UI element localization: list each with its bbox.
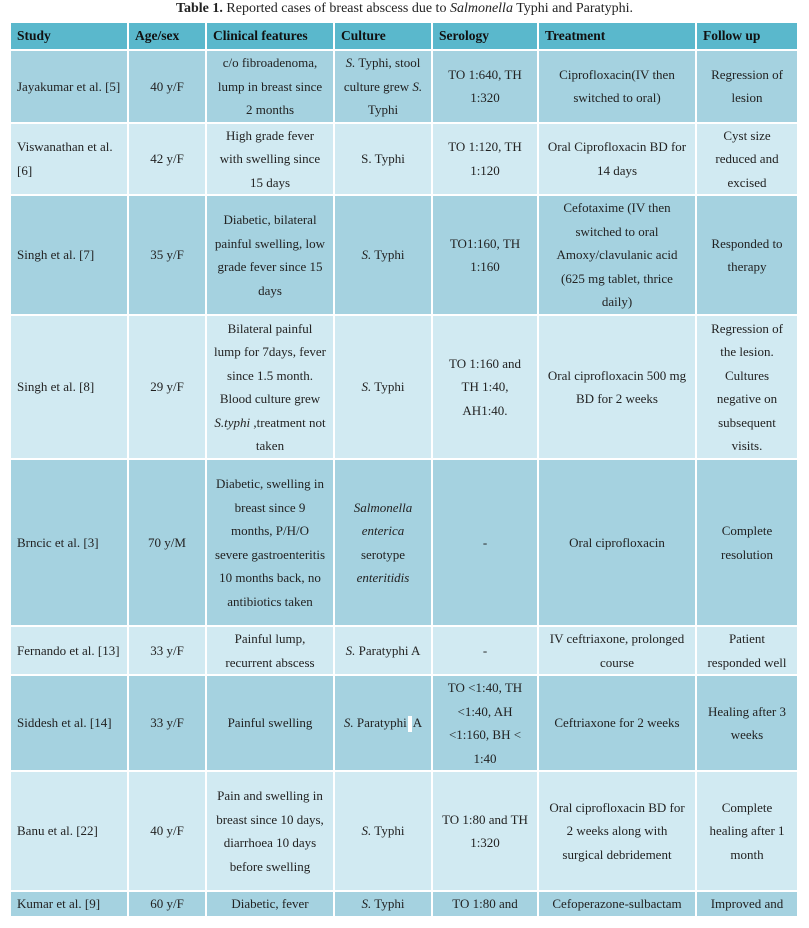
culture-italic: S. — [361, 247, 372, 263]
cell-treatment: Ciprofloxacin(IV then switched to oral) — [538, 50, 696, 123]
cell-culture — [334, 891, 432, 917]
cell-serology: TO <1:40, TH <1:40, AH <1:160, BH < 1:40 — [432, 675, 538, 771]
cell-age-sex: 35 y/F — [128, 195, 206, 315]
cell-culture: S. Typhi — [334, 123, 432, 196]
cell-treatment: IV ceftriaxone, prolonged course — [538, 626, 696, 675]
cell-follow-up: Complete resolution — [696, 459, 798, 626]
header-clinical-features: Clinical features — [206, 22, 334, 50]
culture-text: Typhi — [371, 247, 405, 263]
caption-italic: Salmonella — [449, 1, 513, 16]
cell-treatment: Ceftriaxone for 2 weeks — [538, 675, 696, 771]
caption-label: Table 1. — [175, 1, 223, 16]
culture-text: A — [412, 715, 423, 731]
culture-text: Typhi — [371, 896, 405, 911]
cell-age-sex: 42 y/F — [128, 123, 206, 196]
cell-age-sex: 29 y/F — [128, 315, 206, 459]
cell-study: Singh et al. [7] — [10, 195, 128, 315]
clinical-text: Bilateral painful lump for 7days, fever since 1.5 month. Blood culture grew — [214, 320, 326, 406]
cell-clinical: Pain and swelling in breast since 10 days, diarrhoea 10 days before swelling — [206, 771, 334, 891]
clinical-text: ,treatment not taken — [250, 414, 326, 453]
cell-age-sex: 60 y/F — [128, 891, 206, 917]
cell-clinical: Painful lump, recurrent abscess — [206, 626, 334, 675]
cases-table — [9, 21, 799, 918]
culture-text: Typhi — [371, 823, 405, 839]
cell-serology: TO 1:120, TH 1:120 — [432, 123, 538, 196]
cell-treatment: Oral ciprofloxacin 500 mg BD for 2 weeks — [538, 315, 696, 459]
cell-culture — [334, 50, 432, 123]
table-row — [10, 195, 798, 315]
cell-culture — [334, 675, 432, 771]
culture-italic: S. — [361, 823, 372, 839]
cell-follow-up: Healing after 3 weeks — [696, 675, 798, 771]
cell-clinical: High grade fever with swelling since 15 days — [206, 123, 334, 196]
cell-clinical: Diabetic, fever — [206, 891, 334, 917]
cell-study: Banu et al. [22] — [10, 771, 128, 891]
cell-age-sex: 40 y/F — [128, 771, 206, 891]
cell-study: Brncic et al. [3] — [10, 459, 128, 626]
cell-treatment: Cefotaxime (IV then switched to oral Amoxy/clavulanic acid (625 mg tablet, thrice daily) — [538, 195, 696, 315]
cell-treatment: Oral ciprofloxacin — [538, 459, 696, 626]
cell-serology: - — [432, 626, 538, 675]
cell-follow-up: Patient responded well — [696, 626, 798, 675]
cell-follow-up: Regression of the lesion. Cultures negative on subsequent visits. — [696, 315, 798, 459]
culture-italic: Salmonella enterica — [353, 499, 413, 538]
header-study: Study — [10, 22, 128, 50]
cell-treatment: Oral Ciprofloxacin BD for 14 days — [538, 123, 696, 196]
culture-text: Typhi — [371, 379, 405, 395]
table-caption — [0, 0, 809, 18]
cell-serology: TO1:160, TH 1:160 — [432, 195, 538, 315]
culture-italic: S. — [361, 896, 372, 911]
caption-text: Reported cases of breast abscess due to — [222, 1, 450, 16]
header-age-sex: Age/sex — [128, 22, 206, 50]
cell-age-sex: 33 y/F — [128, 626, 206, 675]
cell-clinical — [206, 315, 334, 459]
culture-text: Typhi — [367, 102, 399, 117]
table-header-row — [10, 22, 798, 50]
cell-age-sex: 33 y/F — [128, 675, 206, 771]
header-culture: Culture — [334, 22, 432, 50]
cell-clinical: Diabetic, bilateral painful swelling, low grade fever since 15 days — [206, 195, 334, 315]
table-row — [10, 771, 798, 891]
cell-age-sex: 70 y/M — [128, 459, 206, 626]
table-row — [10, 891, 798, 917]
culture-italic: S. — [412, 78, 423, 94]
cell-clinical: c/o fibroadenoma, lump in breast since 2 months — [206, 50, 334, 123]
culture-text: Typhi, stool culture grew — [343, 55, 421, 94]
cell-study: Fernando et al. [13] — [10, 626, 128, 675]
table-row — [10, 123, 798, 196]
cell-clinical: Painful swelling — [206, 675, 334, 771]
cell-follow-up: Improved and — [696, 891, 798, 917]
header-serology: Serology — [432, 22, 538, 50]
cell-age-sex: 40 y/F — [128, 50, 206, 123]
table-row — [10, 459, 798, 626]
cell-culture — [334, 195, 432, 315]
cell-culture — [334, 771, 432, 891]
cell-follow-up: Regression of lesion — [696, 50, 798, 123]
culture-italic: S. — [345, 642, 356, 658]
culture-italic: S. — [343, 715, 354, 731]
header-follow-up: Follow up — [696, 22, 798, 50]
cell-serology: TO 1:80 and TH 1:320 — [432, 771, 538, 891]
cell-study: Viswanathan et al. [6] — [10, 123, 128, 196]
table-row — [10, 315, 798, 459]
cell-study: Kumar et al. [9] — [10, 891, 128, 917]
clinical-italic: S.typhi — [214, 414, 251, 430]
cell-follow-up: Complete healing after 1 month — [696, 771, 798, 891]
cell-culture — [334, 459, 432, 626]
text-cursor — [408, 716, 412, 732]
cell-clinical: Diabetic, swelling in breast since 9 months, P/H/O severe gastroenteritis 10 months back, no antibiotics taken — [206, 459, 334, 626]
cell-study: Jayakumar et al. [5] — [10, 50, 128, 123]
culture-text: serotype — [360, 546, 406, 562]
cell-culture — [334, 626, 432, 675]
culture-text: Paratyphi — [353, 715, 407, 731]
cell-treatment: Oral ciprofloxacin BD for 2 weeks along with surgical debridement — [538, 771, 696, 891]
culture-italic: S. — [361, 379, 372, 395]
culture-italic: enteritidis — [356, 570, 410, 585]
cell-serology: - — [432, 459, 538, 626]
caption-text-end: Typhi and Paratyphi. — [512, 1, 634, 16]
culture-text: Paratyphi A — [355, 642, 421, 658]
header-treatment: Treatment — [538, 22, 696, 50]
cell-study: Siddesh et al. [14] — [10, 675, 128, 771]
cell-serology: TO 1:80 and — [432, 891, 538, 917]
table-row — [10, 50, 798, 123]
table-row — [10, 675, 798, 771]
culture-italic: S. — [345, 55, 356, 70]
cell-serology: TO 1:160 and TH 1:40, AH1:40. — [432, 315, 538, 459]
cell-follow-up: Cyst size reduced and excised — [696, 123, 798, 196]
cell-study: Singh et al. [8] — [10, 315, 128, 459]
cell-serology: TO 1:640, TH 1:320 — [432, 50, 538, 123]
cell-follow-up: Responded to therapy — [696, 195, 798, 315]
table-row — [10, 626, 798, 675]
cell-treatment: Cefoperazone-sulbactam — [538, 891, 696, 917]
cell-culture — [334, 315, 432, 459]
